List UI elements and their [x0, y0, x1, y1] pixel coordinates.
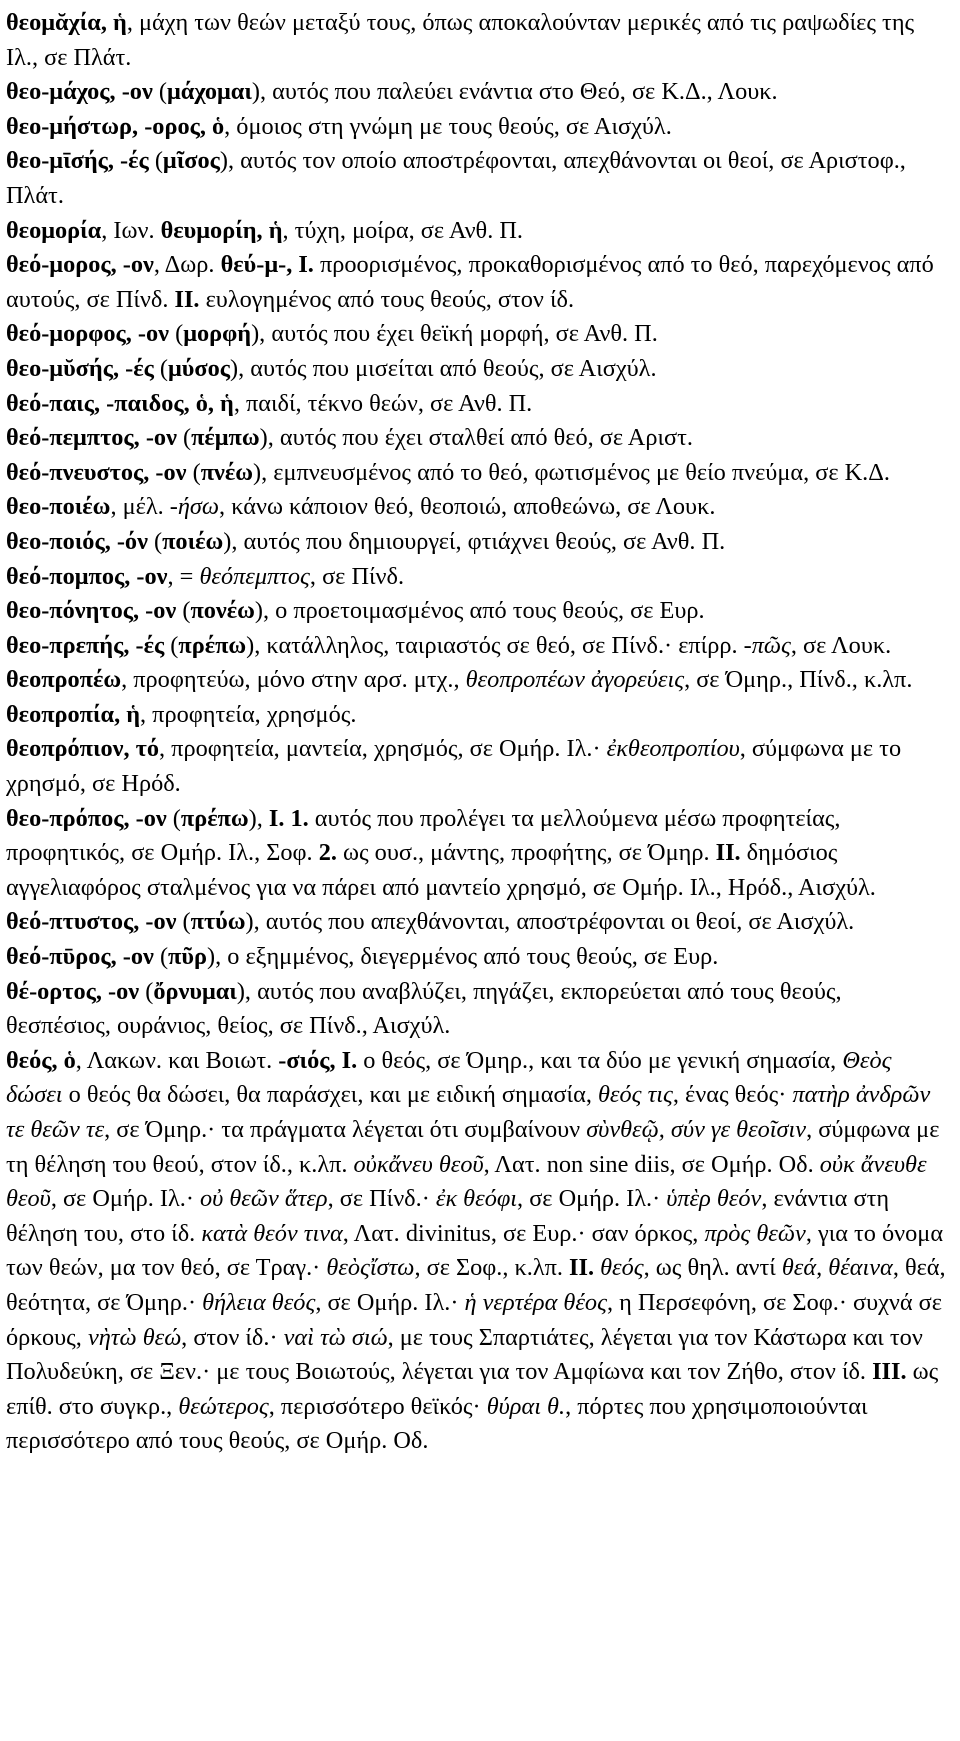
definition-text: , κάνω κάποιον θεό, θεοποιώ, αποθεώνω, σε Λουκ. — [219, 493, 716, 521]
definition-text: , ενάντια στη θέληση του, στο ίδ. — [6, 1185, 890, 1247]
definition-text: αυτός που προλέγει τα μελλούμενα μέσω προφητείας, προφητικός, σε Ομήρ. Ιλ., Σοφ. — [6, 804, 841, 867]
quoted-italic-text: θεός τις — [597, 1081, 673, 1109]
definition-text: ( — [176, 908, 191, 936]
definition-text: , σε Όμηρ.· τα πράγματα λέγεται ότι συμβαίνουν — [104, 1116, 587, 1143]
dictionary-entry — [6, 1044, 946, 1459]
headword-bold-text: θεό-πτυστος, -ον — [6, 908, 177, 936]
headword-bold-text: πονέω — [190, 597, 255, 625]
definition-text: , στον ίδ.· — [181, 1323, 284, 1351]
definition-text: , πόρτες που χρησιμοποιούνται περισσότερο από τους θεούς, σε Ομήρ. Οδ. — [6, 1392, 868, 1455]
dictionary-entry — [6, 421, 946, 456]
quoted-italic-text: θήλεια θεός — [202, 1288, 316, 1316]
definition-text: , προφητεύω, μόνο στην αρσ. μτχ., — [121, 666, 466, 694]
definition-text: , η Περσεφόνη, σε Σοφ.· συχνά σε όρκους, — [6, 1288, 942, 1351]
headword-bold-text: -σιός, I. — [278, 1046, 358, 1074]
definition-text: , σε Σοφ., κ.λπ. — [414, 1254, 570, 1282]
headword-bold-text: θεο-πρεπής, -ές — [6, 631, 165, 659]
headword-bold-text: θεό-παις, -παιδος, ὁ, ἡ — [6, 389, 234, 417]
definition-text: δημόσιος αγγελιαφόρος σταλμένος για να πάρει από μαντείο χρησμό, σε Ομήρ. Ιλ., Ηρόδ., Αισχύλ. — [6, 839, 876, 901]
headword-bold-text: θεοπροπέω — [6, 666, 122, 694]
headword-bold-text: θεο-πόνητος, -ον — [6, 597, 177, 625]
definition-text: ), — [248, 804, 269, 832]
quoted-italic-text: ὑπὲρ θεόν — [666, 1185, 762, 1213]
headword-bold-text: θεό-μορφος, -ον — [6, 320, 170, 348]
headword-bold-text: 2. — [318, 839, 337, 867]
definition-text: ), αυτός που μισείται από θεούς, σε Αισχύλ. — [230, 354, 657, 382]
definition-text: , σε Πίνδ.· — [327, 1185, 436, 1213]
quoted-italic-text: πατὴρ ἀνδρῶν τε θεῶν τε — [6, 1081, 931, 1143]
dictionary-entry — [6, 248, 946, 317]
definition-text: ), αυτός που απεχθάνονται, αποστρέφονται οι θεοί, σε Αισχύλ. — [245, 908, 855, 936]
definition-text: ), κατάλληλος, ταιριαστός σε θεό, σε Πίνδ.· επίρρ. - — [246, 631, 752, 659]
headword-bold-text: I. 1. — [268, 804, 309, 832]
definition-text: ), ο εξημμένος, διεγερμένος από τους θεούς, σε Ευρ. — [206, 943, 719, 971]
dictionary-entry — [6, 594, 946, 629]
definition-text: , σε Λουκ. — [790, 631, 892, 659]
dictionary-entry — [6, 110, 946, 145]
definition-text: , θεά, θεότητα, σε Όμηρ.· — [6, 1254, 946, 1316]
definition-text: , σε Ομήρ. Ιλ.· — [517, 1185, 667, 1213]
definition-text: , μάχη των θεών μεταξύ τους, όπως αποκαλούνταν μερικές από τις ραψωδίες της Ιλ., σε Πλάτ. — [6, 9, 915, 71]
headword-bold-text: μορφή — [183, 320, 252, 348]
definition-text: ( — [166, 804, 181, 832]
quoted-italic-text: θεά, θέαινα — [781, 1254, 893, 1282]
definition-text: ( — [147, 527, 163, 555]
definition-text: ( — [148, 147, 163, 175]
quoted-italic-text: πῶς — [751, 631, 791, 659]
definition-text: ( — [164, 631, 179, 659]
definition-text: ευλογημένος από τους θεούς, στον ίδ. — [199, 285, 575, 313]
quoted-italic-text: θεόπεμπτος — [199, 562, 310, 590]
definition-text: ), αυτός που δημιουργεί, φτιάχνει θεούς, σε Ανθ. Π. — [223, 527, 726, 555]
definition-text: , Δωρ. — [153, 251, 221, 279]
dictionary-entry — [6, 629, 946, 664]
definition-text: , σε Ομήρ. Ιλ.· — [50, 1185, 200, 1213]
definition-text: ( — [169, 320, 184, 348]
definition-text: , με τους Σπαρτιάτες, λέγεται για τον Κάστωρα και τον Πολυδεύκη, σε Ξεν.· με τους Βοιωτούς, λέγεται για τον Αμφίωνα και τον Ζήθο, στον ίδ. — [6, 1323, 923, 1386]
dictionary-entry — [6, 802, 946, 906]
definition-text: , προφητεία, χρησμός. — [140, 700, 357, 728]
definition-text: , Λατ. divinitus, σε Ευρ.· σαν όρκος, — [342, 1219, 705, 1247]
definition-text: , τύχη, μοίρα, σε Ανθ. Π. — [282, 216, 523, 244]
dictionary-entry — [6, 732, 946, 801]
quoted-italic-text: κατὰ θεόν τινα — [201, 1219, 343, 1247]
quoted-italic-text: ἐκ θεόφι — [435, 1185, 518, 1213]
headword-bold-text: θεό-πῡρος, -ον — [6, 943, 154, 971]
headword-bold-text: πέμπω — [191, 424, 260, 452]
definition-text: ο θεός, σε Όμηρ., και τα δύο με γενική σημασία, — [357, 1046, 843, 1074]
headword-bold-text: θεο-μήστωρ, -ορος, ὁ — [6, 112, 225, 140]
headword-bold-text: θεομορία — [6, 216, 102, 244]
quoted-italic-text: σὺνθεῷ, σύν γε θεοῖσιν — [586, 1116, 807, 1143]
definition-text: ( — [186, 458, 201, 486]
headword-bold-text: θεο-μῑσής, -ές — [6, 147, 149, 175]
definition-text: ο θεός θα δώσει, θα παράσχει, και με ειδική σημασία, — [62, 1081, 598, 1109]
headword-bold-text: θεύ-μ-, I. — [220, 251, 314, 279]
definition-text: ( — [153, 354, 168, 382]
headword-bold-text: θεοπροπία, ἡ — [6, 700, 141, 728]
headword-bold-text: θεό-πνευστος, -ον — [6, 458, 187, 486]
quoted-italic-text: θεώτερος — [178, 1392, 269, 1420]
headword-bold-text: μῖσος — [162, 147, 220, 175]
quoted-italic-text: θεοπροπέων ἀγορεύεις — [465, 666, 685, 694]
definition-text: , προφητεία, μαντεία, χρησμός, σε Ομήρ. Ιλ.· — [159, 735, 607, 763]
quoted-italic-text: οὐκ ἄνευθε θεοῦ — [6, 1150, 927, 1213]
headword-bold-text: II. — [174, 285, 200, 313]
dictionary-entry — [6, 317, 946, 352]
headword-bold-text: θεό-μορος, -ον — [6, 251, 154, 279]
quoted-italic-text: Θεὸς δώσει — [6, 1046, 892, 1109]
definition-text: , περισσότερο θεϊκός· — [268, 1392, 487, 1420]
definition-text: , σε Πίνδ. — [309, 562, 405, 590]
definition-text: ), εμπνευσμένος από το θεό, φωτισμένος με θείο πνεύμα, σε Κ.Δ. — [253, 458, 890, 486]
dictionary-entry — [6, 525, 946, 560]
dictionary-entry — [6, 490, 946, 525]
dictionary-entry — [6, 975, 946, 1044]
headword-bold-text: μάχομαι — [166, 78, 252, 106]
headword-bold-text: ποιέω — [162, 527, 224, 555]
definition-text: , σε Ομήρ. Ιλ.· — [315, 1288, 465, 1316]
quoted-italic-text: θεός — [600, 1254, 644, 1282]
headword-bold-text: πνέω — [200, 458, 254, 486]
headword-bold-text: ὄρνυμαι — [153, 977, 237, 1005]
definition-text: ), αυτός που αναβλύζει, πηγάζει, εκπορεύεται από τους θεούς, θεσπέσιος, ουράνιος, θείος, σε Πίνδ., Αισχύλ. — [6, 977, 842, 1040]
headword-bold-text: πῦρ — [168, 943, 207, 971]
definition-text: , σύμφωνα με τη θέληση του θεού, στον ίδ., κ.λπ. — [6, 1116, 940, 1178]
headword-bold-text: II. — [715, 839, 741, 867]
headword-bold-text: θεό-πεμπτος, -ον — [6, 424, 177, 452]
headword-bold-text: θεο-μῠσής, -ές — [6, 354, 154, 382]
definition-text: , Λακων. και Βοιωτ. — [75, 1046, 279, 1074]
definition-text: ( — [176, 597, 191, 625]
dictionary-entry — [6, 905, 946, 940]
quoted-italic-text: θύραι θ. — [486, 1392, 566, 1420]
headword-bold-text: θέ-ορτος, -ον — [6, 977, 140, 1005]
definition-text: ), αυτός που έχει σταλθεί από θεό, σε Αριστ. — [259, 424, 693, 452]
dictionary-entry — [6, 144, 946, 213]
dictionary-entry — [6, 698, 946, 733]
dictionary-entry — [6, 560, 946, 595]
headword-bold-text: θεοπρόπιον, τό — [6, 735, 160, 763]
dictionary-entry — [6, 214, 946, 249]
headword-bold-text: θεό-πομπος, -ον — [6, 562, 168, 590]
quoted-italic-text: ἡ νερτέρα θέος — [464, 1288, 607, 1316]
definition-text: ), ο προετοιμασμένος από τους θεούς, σε Ευρ. — [254, 597, 705, 625]
definition-text: ως επίθ. στο συγκρ., — [6, 1358, 939, 1420]
headword-bold-text: θεός, ὁ — [6, 1046, 76, 1074]
headword-bold-text: πτύω — [190, 908, 246, 936]
headword-bold-text: θεο-μάχος, -ον — [6, 78, 153, 106]
definition-text: , μέλ. — [110, 493, 170, 521]
definition-text: ( — [152, 78, 167, 106]
dictionary-entry — [6, 387, 946, 422]
definition-text: , σε Όμηρ., Πίνδ., κ.λπ. — [684, 666, 913, 694]
definition-text: , παιδί, τέκνο θεών, σε Ανθ. Π. — [233, 389, 533, 417]
dictionary-entry — [6, 663, 946, 698]
definition-text: ), αυτός που έχει θεϊκή μορφή, σε Ανθ. Π. — [251, 320, 658, 348]
headword-bold-text: θεο-ποιέω — [6, 493, 111, 521]
definition-text: , για το όνομα των θεών, μα τον θεό, σε Τραγ.· — [6, 1219, 944, 1282]
definition-text: , Ιων. — [101, 216, 161, 244]
quoted-italic-text: θεὸςἴστω — [326, 1254, 415, 1282]
quoted-italic-text: ἐκθεοπροπίου — [606, 735, 740, 763]
definition-text: ), αυτός τον οποίο αποστρέφονται, απεχθάνονται οι θεοί, σε Αριστοφ., Πλάτ. — [6, 147, 906, 209]
definition-text: ( — [139, 977, 154, 1005]
quoted-italic-text: οὐκἄνευ θεοῦ — [353, 1150, 484, 1178]
quoted-italic-text: -ήσω — [169, 493, 220, 521]
quoted-italic-text: ναὶ τὼ σιώ — [283, 1323, 388, 1351]
headword-bold-text: μύσος — [168, 354, 230, 382]
quoted-italic-text: νὴτὼ θεώ — [87, 1323, 182, 1351]
definition-text: , Λατ. non sine diis, σε Ομήρ. Οδ. — [483, 1150, 820, 1178]
definition-text: προορισμένος, προκαθορισμένος από το θεό, παρεχόμενος από αυτούς, σε Πίνδ. — [6, 251, 934, 313]
definition-text: ως ουσ., μάντης, προφήτης, σε Όμηρ. — [336, 839, 716, 867]
headword-bold-text: θευμορίη, ἡ — [160, 216, 283, 244]
headword-bold-text: III. — [872, 1358, 907, 1386]
quoted-italic-text: πρὸς θεῶν — [704, 1219, 806, 1247]
definition-text: , σύμφωνα με το χρησμό, σε Ηρόδ. — [6, 735, 902, 798]
headword-bold-text: II. — [569, 1254, 595, 1282]
dictionary-entry — [6, 352, 946, 387]
headword-bold-text: πρέπω — [178, 631, 247, 659]
quoted-italic-text: οὐ θεῶν ἅτερ — [200, 1185, 328, 1213]
dictionary-entry — [6, 940, 946, 975]
headword-bold-text: θεο-ποιός, -όν — [6, 527, 148, 555]
definition-text: ( — [153, 943, 169, 971]
definition-text: , ως θηλ. αντί — [643, 1254, 782, 1282]
definition-text: , = — [167, 562, 200, 590]
dictionary-entry — [6, 456, 946, 491]
headword-bold-text: θεομᾰχία, ἡ — [6, 9, 127, 36]
dictionary-entry — [6, 6, 946, 75]
definition-text: , όμοιος στη γνώμη με τους θεούς, σε Αισχύλ. — [224, 112, 672, 140]
headword-bold-text: πρέπω — [180, 804, 249, 832]
dictionary-entry — [6, 75, 946, 110]
definition-text: ( — [176, 424, 192, 452]
definition-text: , ένας θεός· — [672, 1081, 793, 1109]
definition-text: ), αυτός που παλεύει ενάντια στο Θεό, σε Κ.Δ., Λουκ. — [251, 78, 778, 106]
headword-bold-text: θεο-πρόπος, -ον — [6, 804, 167, 832]
